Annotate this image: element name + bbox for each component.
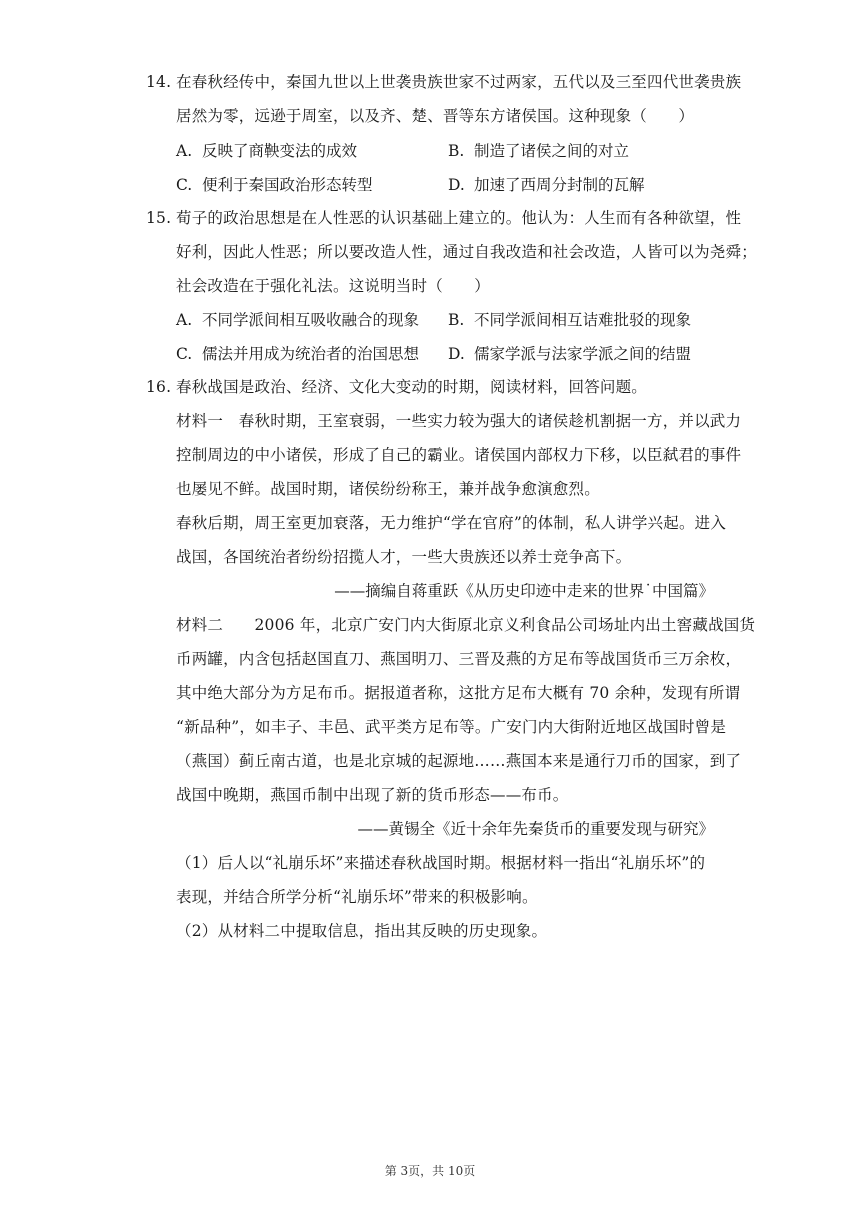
q16-material2-line-5: （燕国）蓟丘南古道，也是北京城的起源地……燕国本来是通行刀币的国家，到了 <box>176 752 742 770</box>
q14-option-b <box>448 141 629 161</box>
q16-material2-line-3: 其中绝大部分为方足布币。据报道者称，这批方足布大概有 70 余种，发现有所谓 <box>176 684 741 702</box>
page-footer: 第 3页，共 10页 <box>384 1164 476 1178</box>
q15-stem-2: 好利，因此人性恶；所以要改造人性，通过自我改造和社会改造，人皆可以为尧舜； <box>176 243 757 261</box>
q16-number: 16. <box>146 378 172 396</box>
q14-option-c-text: 便利于秦国政治形态转型 <box>202 176 373 194</box>
q16-line-1 <box>146 377 647 397</box>
q15-option-a-letter: A. <box>176 311 193 329</box>
q16-subquestion1-line-1: （1）后人以“礼崩乐坏”来描述春秋战国时期。根据材料一指出“礼崩乐坏”的 <box>176 854 706 872</box>
q15-option-d-letter: D. <box>448 345 465 363</box>
q16-material1-line-4: 春秋后期，周王室更加衰落，无力维护“学在官府”的体制，私人讲学兴起。进入 <box>176 514 727 532</box>
q14-line-1 <box>146 72 741 92</box>
q16-material2-line-2: 币两罐，内含包括赵国直刀、燕国明刀、三晋及燕的方足布等战国货币三万余枚， <box>176 650 742 668</box>
q15-number: 15. <box>146 209 172 227</box>
q15-stem-1: 荀子的政治思想是在人性恶的认识基础上建立的。他认为：人生而有各种欲望，性 <box>176 209 742 227</box>
q14-option-d <box>448 175 645 195</box>
q14-option-c <box>176 175 373 195</box>
q16-subquestion2: （2）从材料二中提取信息，指出其反映的历史现象。 <box>176 922 548 940</box>
q14-stem-2: 居然为零，远逊于周室，以及齐、楚、晋等东方诸侯国。这种现象（ ） <box>176 107 695 125</box>
q16-material1-line-1: 材料一 春秋时期，王室衰弱，一些实力较为强大的诸侯趁机割据一方，并以武力 <box>176 412 742 430</box>
q16-material2-line-6: 战国中晚期，燕国币制中出现了新的货币形态——布币。 <box>176 786 569 804</box>
q14-option-b-text: 制造了诸侯之间的对立 <box>474 142 630 160</box>
q16-material2-line-1: 材料二 2006 年，北京广安门内大街原北京义利食品公司场址内出土窖藏战国货 <box>176 616 756 634</box>
q16-subquestion1-line-2: 表现，并结合所学分析“礼崩乐坏”带来的积极影响。 <box>176 888 538 906</box>
q15-option-a-text: 不同学派间相互吸收融合的现象 <box>202 311 420 329</box>
q14-option-d-text: 加速了西周分封制的瓦解 <box>474 176 645 194</box>
q15-option-a <box>176 310 419 330</box>
q15-option-c-text: 儒法并用成为统治者的治国思想 <box>202 345 420 363</box>
q16-material2-line-4: “新品种”，如丰子、丰邑、武平类方足布等。广安门内大街附近地区战国时曾是 <box>176 718 727 736</box>
q16-material1-source: ——摘编自蒋重跃《从历史印迹中走来的世界˙中国篇》 <box>334 582 714 600</box>
q15-stem-3: 社会改造在于强化礼法。这说明当时（ ） <box>176 277 491 295</box>
q14-option-a-text: 反映了商鞅变法的成效 <box>202 142 358 160</box>
q15-option-b-letter: B. <box>448 311 465 329</box>
q15-option-b <box>448 310 691 330</box>
q16-material1-line-3: 也屡见不鲜。战国时期，诸侯纷纷称王，兼并战争愈演愈烈。 <box>176 480 600 498</box>
q16-material1-line-2: 控制周边的中小诸侯，形成了自己的霸业。诸侯国内部权力下移，以臣弑君的事件 <box>176 446 742 464</box>
q15-option-d <box>448 344 691 364</box>
q14-option-a <box>176 141 357 161</box>
q16-material2-source: ——黄锡全《近十余年先秦货币的重要发现与研究》 <box>357 820 714 838</box>
q15-option-d-text: 儒家学派与法家学派之间的结盟 <box>474 345 692 363</box>
q14-number: 14. <box>146 73 172 91</box>
q16-material1-line-5: 战国，各国统治者纷纷招揽人才，一些大贵族还以养士竞争高下。 <box>176 548 632 566</box>
q15-option-c <box>176 344 419 364</box>
q15-line-1 <box>146 208 741 228</box>
q14-stem-1: 在春秋经传中，秦国九世以上世袭贵族世家不过两家，五代以及三至四代世袭贵族 <box>176 73 742 91</box>
q15-option-b-text: 不同学派间相互诘难批驳的现象 <box>474 311 692 329</box>
q14-option-c-letter: C. <box>176 176 193 194</box>
q16-intro: 春秋战国是政治、经济、文化大变动的时期，阅读材料，回答问题。 <box>176 378 648 396</box>
q14-option-a-letter: A. <box>176 142 193 160</box>
q14-option-b-letter: B. <box>448 142 465 160</box>
q15-option-c-letter: C. <box>176 345 193 363</box>
q14-option-d-letter: D. <box>448 176 465 194</box>
